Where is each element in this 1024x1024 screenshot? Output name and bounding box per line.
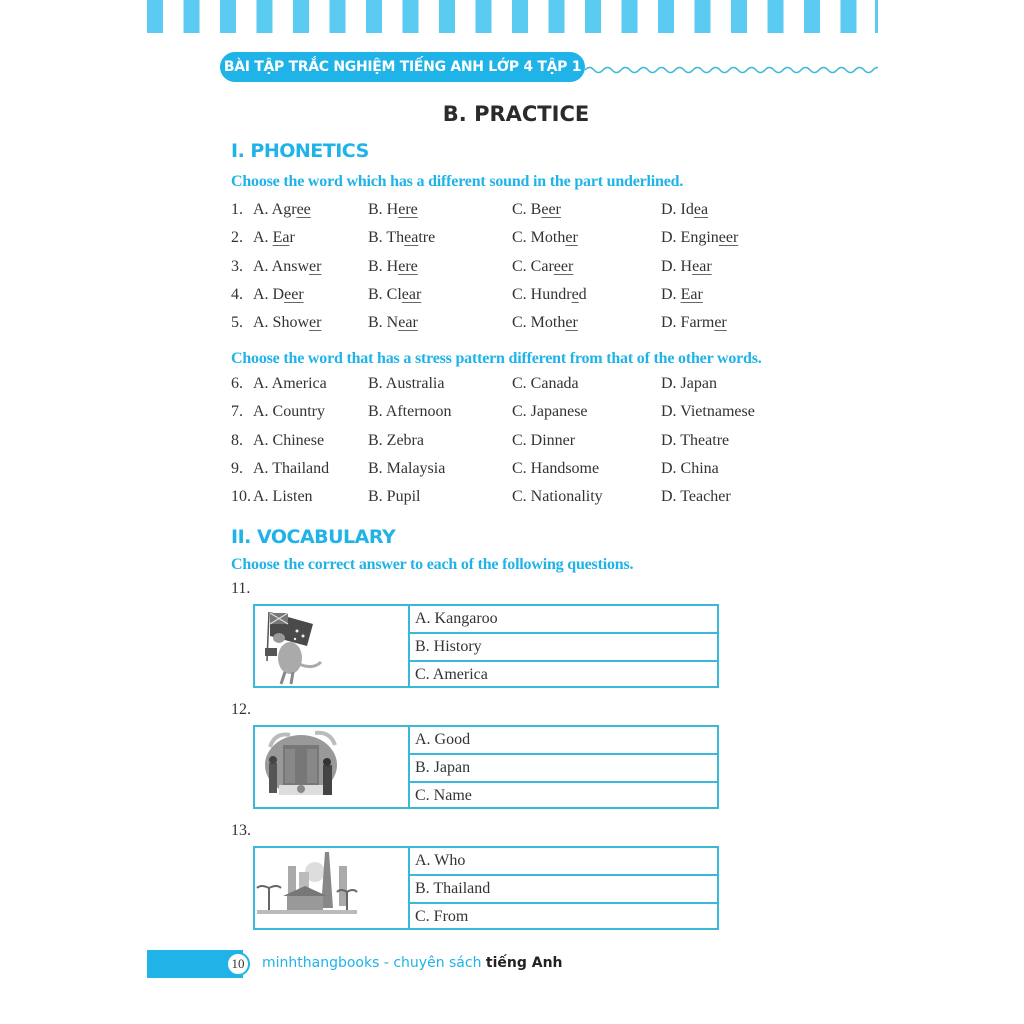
answer-option-a[interactable]: A. Kangaroo [410, 606, 717, 634]
question-number: 2. [231, 229, 243, 247]
answer-option-c[interactable]: C. Canada [512, 375, 579, 392]
option-text: tre [418, 229, 436, 247]
answer-option-d[interactable]: D. Japan [661, 375, 717, 392]
answer-option-a[interactable]: A. Who [410, 848, 717, 876]
stress-instruction: Choose the word that has a stress pattern different from that of the other words. [231, 350, 762, 367]
option-text: C. Moth [512, 314, 566, 332]
answer-option-c[interactable] [512, 314, 578, 332]
answer-option-c[interactable] [512, 258, 573, 276]
question-number: 4. [231, 285, 243, 303]
answer-option-c[interactable] [512, 201, 561, 219]
answer-option-c[interactable] [512, 229, 578, 247]
sound-question-row [231, 201, 831, 225]
option-text: D. Farm [661, 314, 715, 332]
answer-option-d[interactable]: D. Vietnamese [661, 403, 755, 421]
answer-option-d[interactable] [661, 229, 738, 247]
publisher-footer [262, 955, 563, 971]
question-number: 6. [231, 375, 243, 392]
japan-gate-illustration [255, 727, 410, 807]
top-stripe-decoration [147, 0, 877, 33]
question-number: 10. [231, 488, 251, 506]
answer-options [410, 727, 717, 807]
option-text: d [578, 285, 587, 303]
stress-question-row [231, 432, 831, 456]
question-number: 5. [231, 314, 243, 332]
sound-question-row [231, 286, 831, 310]
answer-option-c[interactable]: C. From [415, 908, 469, 925]
option-text: C. Moth [512, 229, 566, 247]
answer-option-d[interactable] [661, 286, 703, 304]
option-text: A. [253, 229, 273, 247]
underlined-part: e [571, 285, 579, 303]
answer-option-b[interactable]: B. Thailand [410, 876, 717, 904]
answer-option-b[interactable]: B. Malaysia [368, 459, 446, 477]
answer-option-b[interactable]: B. Afternoon [368, 403, 452, 421]
answer-option-c[interactable]: C. Nationality [512, 488, 603, 506]
answer-option-a[interactable]: A. Country [253, 403, 325, 421]
question-number: 3. [231, 257, 243, 275]
stress-question-row [231, 375, 831, 399]
answer-option-b[interactable]: B. Pupil [368, 488, 421, 506]
answer-option-a[interactable]: A. Chinese [253, 431, 325, 449]
option-text: A. D [253, 285, 285, 303]
option-text: r [289, 229, 295, 247]
option-text: B. N [368, 314, 399, 332]
underlined-part: ear [401, 285, 422, 303]
option-text: D. H [661, 257, 693, 275]
question-number: 7. [231, 403, 243, 421]
underlined-part: ear [692, 257, 712, 275]
answer-option-a[interactable] [253, 314, 321, 332]
wave-decoration [585, 64, 878, 76]
question-number: 12. [231, 701, 251, 718]
page-number: 10 [226, 952, 250, 976]
stress-question-row [231, 488, 831, 512]
option-text: A. Agr [253, 201, 297, 218]
answer-option-d[interactable]: D. China [661, 459, 719, 477]
answer-option-c[interactable]: C. Japanese [512, 403, 588, 421]
underlined-part: Ear [680, 285, 703, 303]
answer-option-c[interactable] [512, 286, 587, 304]
underlined-part: ea [693, 201, 709, 218]
underlined-part: er [309, 257, 322, 275]
underlined-part: eer [553, 257, 574, 275]
answer-option-d[interactable] [661, 201, 708, 219]
option-text: D. Engin [661, 229, 719, 247]
underlined-part: ere [398, 201, 418, 218]
answer-option-b[interactable] [368, 229, 435, 247]
question-number: 11. [231, 580, 251, 597]
answer-options [410, 606, 717, 686]
answer-option-b[interactable]: B. History [410, 634, 717, 662]
answer-option-b[interactable] [368, 286, 421, 304]
answer-option-c[interactable]: C. America [415, 666, 488, 683]
answer-option-a[interactable] [253, 258, 321, 276]
thailand-skyline-icon [255, 848, 405, 928]
answer-option-a[interactable] [253, 229, 295, 247]
sound-question-row [231, 229, 831, 253]
question-number: 1. [231, 201, 243, 218]
underlined-part: Ea [272, 229, 290, 247]
underlined-part: eer [541, 201, 561, 218]
option-text: C. Car [512, 257, 554, 275]
vocab-question-table [253, 725, 719, 809]
option-text: B. H [368, 257, 399, 275]
kangaroo-icon [255, 606, 405, 686]
answer-option-b[interactable] [368, 314, 418, 332]
answer-option-a[interactable] [253, 286, 304, 304]
underlined-part: er [309, 314, 322, 332]
underlined-part: ere [398, 257, 418, 275]
answer-option-b[interactable] [368, 258, 418, 276]
underlined-part: ea [404, 229, 419, 247]
answer-option-d[interactable]: D. Theatre [661, 431, 730, 449]
underlined-part: ee [296, 201, 311, 218]
answer-option-b[interactable] [368, 201, 418, 219]
japan-gate-icon [255, 727, 405, 807]
answer-option-c[interactable]: C. Dinner [512, 431, 576, 449]
answer-options [410, 848, 717, 928]
answer-option-a[interactable]: A. America [253, 375, 327, 392]
answer-option-b[interactable]: B. Australia [368, 375, 445, 392]
vocabulary-instruction: Choose the correct answer to each of the following questions. [231, 556, 634, 573]
answer-option-d[interactable]: D. Teacher [661, 488, 731, 506]
sound-instruction: Choose the word which has a different sound in the part underlined. [231, 173, 684, 190]
thailand-skyline-illustration [255, 848, 410, 928]
underlined-part: ear [398, 314, 418, 332]
vocabulary-heading: II. VOCABULARY [231, 526, 396, 548]
answer-option-a[interactable]: A. Thailand [253, 459, 330, 477]
stress-question-row [231, 460, 831, 484]
option-text: C. B [512, 201, 542, 218]
answer-option-c[interactable]: C. Handsome [512, 459, 600, 477]
vocab-question-table [253, 604, 719, 688]
publisher-bold-text: tiếng Anh [485, 955, 563, 971]
option-text: B. Th [368, 229, 405, 247]
option-text: A. Show [253, 314, 310, 332]
underlined-part: eer [718, 229, 739, 247]
top-stripe-edge [875, 0, 878, 33]
answer-option-d[interactable] [661, 258, 712, 276]
answer-option-b[interactable]: B. Japan [410, 755, 717, 783]
option-text: D. Id [661, 201, 694, 218]
sound-question-row [231, 258, 831, 282]
answer-option-d[interactable] [661, 314, 727, 332]
option-text: B. Cl [368, 285, 402, 303]
underlined-part: er [565, 314, 578, 332]
publisher-text: minhthangbooks - chuyên sách [262, 955, 486, 971]
underlined-part: er [714, 314, 727, 332]
question-number: 8. [231, 431, 243, 449]
question-number: 9. [231, 459, 243, 477]
kangaroo-flag-illustration [255, 606, 410, 686]
stress-question-row [231, 403, 831, 427]
option-text: D. [661, 285, 681, 303]
option-text: B. H [368, 201, 399, 218]
answer-option-a[interactable]: A. Good [410, 727, 717, 755]
answer-option-b[interactable]: B. Zebra [368, 431, 424, 449]
sound-question-row [231, 314, 831, 338]
option-text: A. Answ [253, 257, 310, 275]
answer-option-c[interactable]: C. Name [415, 787, 472, 804]
answer-option-a[interactable]: A. Listen [253, 488, 313, 506]
answer-option-a[interactable] [253, 201, 311, 219]
section-title: B. PRACTICE [442, 102, 590, 126]
question-number: 13. [231, 822, 251, 839]
underlined-part: er [565, 229, 578, 247]
vocab-question-table [253, 846, 719, 930]
phonetics-heading: I. PHONETICS [231, 140, 369, 162]
book-title-banner: BÀI TẬP TRẮC NGHIỆM TIẾNG ANH LỚP 4 TẬP 1 [220, 52, 585, 82]
option-text: C. Hundr [512, 285, 572, 303]
underlined-part: eer [284, 285, 304, 303]
